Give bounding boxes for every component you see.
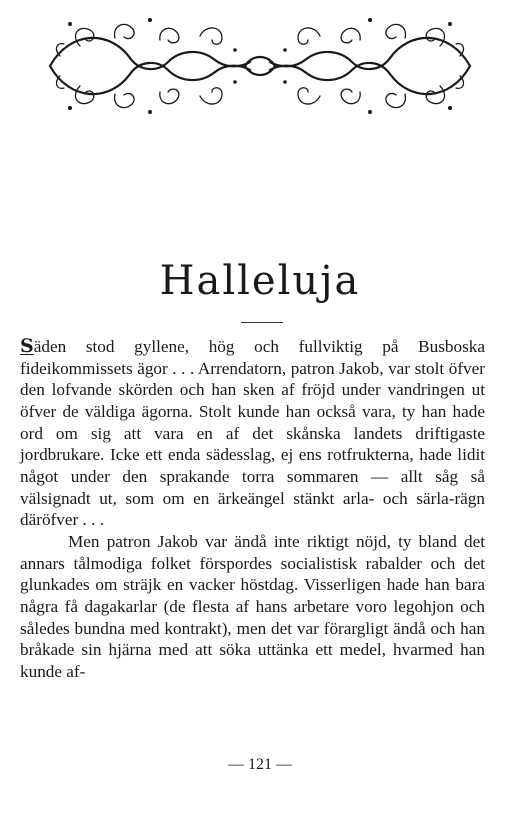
- ornament-center-knot: [245, 57, 275, 75]
- ornament-right-half: [270, 18, 470, 114]
- paragraph-1: [20, 336, 485, 531]
- chapter-title: Halleluja: [159, 258, 361, 304]
- ornament-left-half: [50, 18, 250, 114]
- drop-cap-initial: S: [20, 335, 34, 357]
- title-divider: [241, 322, 283, 323]
- chapter-body: [20, 336, 485, 683]
- paragraph-1-text: äden stod gyllene, hög och fullviktig på Busboska fideikommissets ägor . . . Arrendatorn, patron Jakob, var stolt öfver den lofvande skörden och han sken af fröjd under vandringen ut öfver de väldiga ägorna. Stolt kunde han också vara, ty han hade ord om sig att vara en af det skånska landets driftigaste jordbrukare. Icke ett enda sädesslag, ej ens rotfrukterna, hade lidit något under den sprakande torra sommaren — allt såg så välsignadt ut, som om en ärkeängel stänkt arla- och särla-rägn däröfver . . .: [20, 337, 485, 530]
- paragraph-2: Men patron Jakob var ändå inte riktigt nöjd, ty bland det annars tålmodiga folket förspordes socialistisk rabalder och det glunkades om sträjk en vacker höstdag. Visserligen hade han bara några få dagakarlar (de flesta af hans arbetare voro legohjon och således bundna med kontrakt), men det var förargligt ändå och han bråkade sin hjärna med att söka uttänka ett medel, hvarmed han kunde af-: [20, 531, 485, 681]
- page-number: — 121 —: [228, 756, 292, 773]
- decorative-headpiece-ornament: [40, 10, 480, 122]
